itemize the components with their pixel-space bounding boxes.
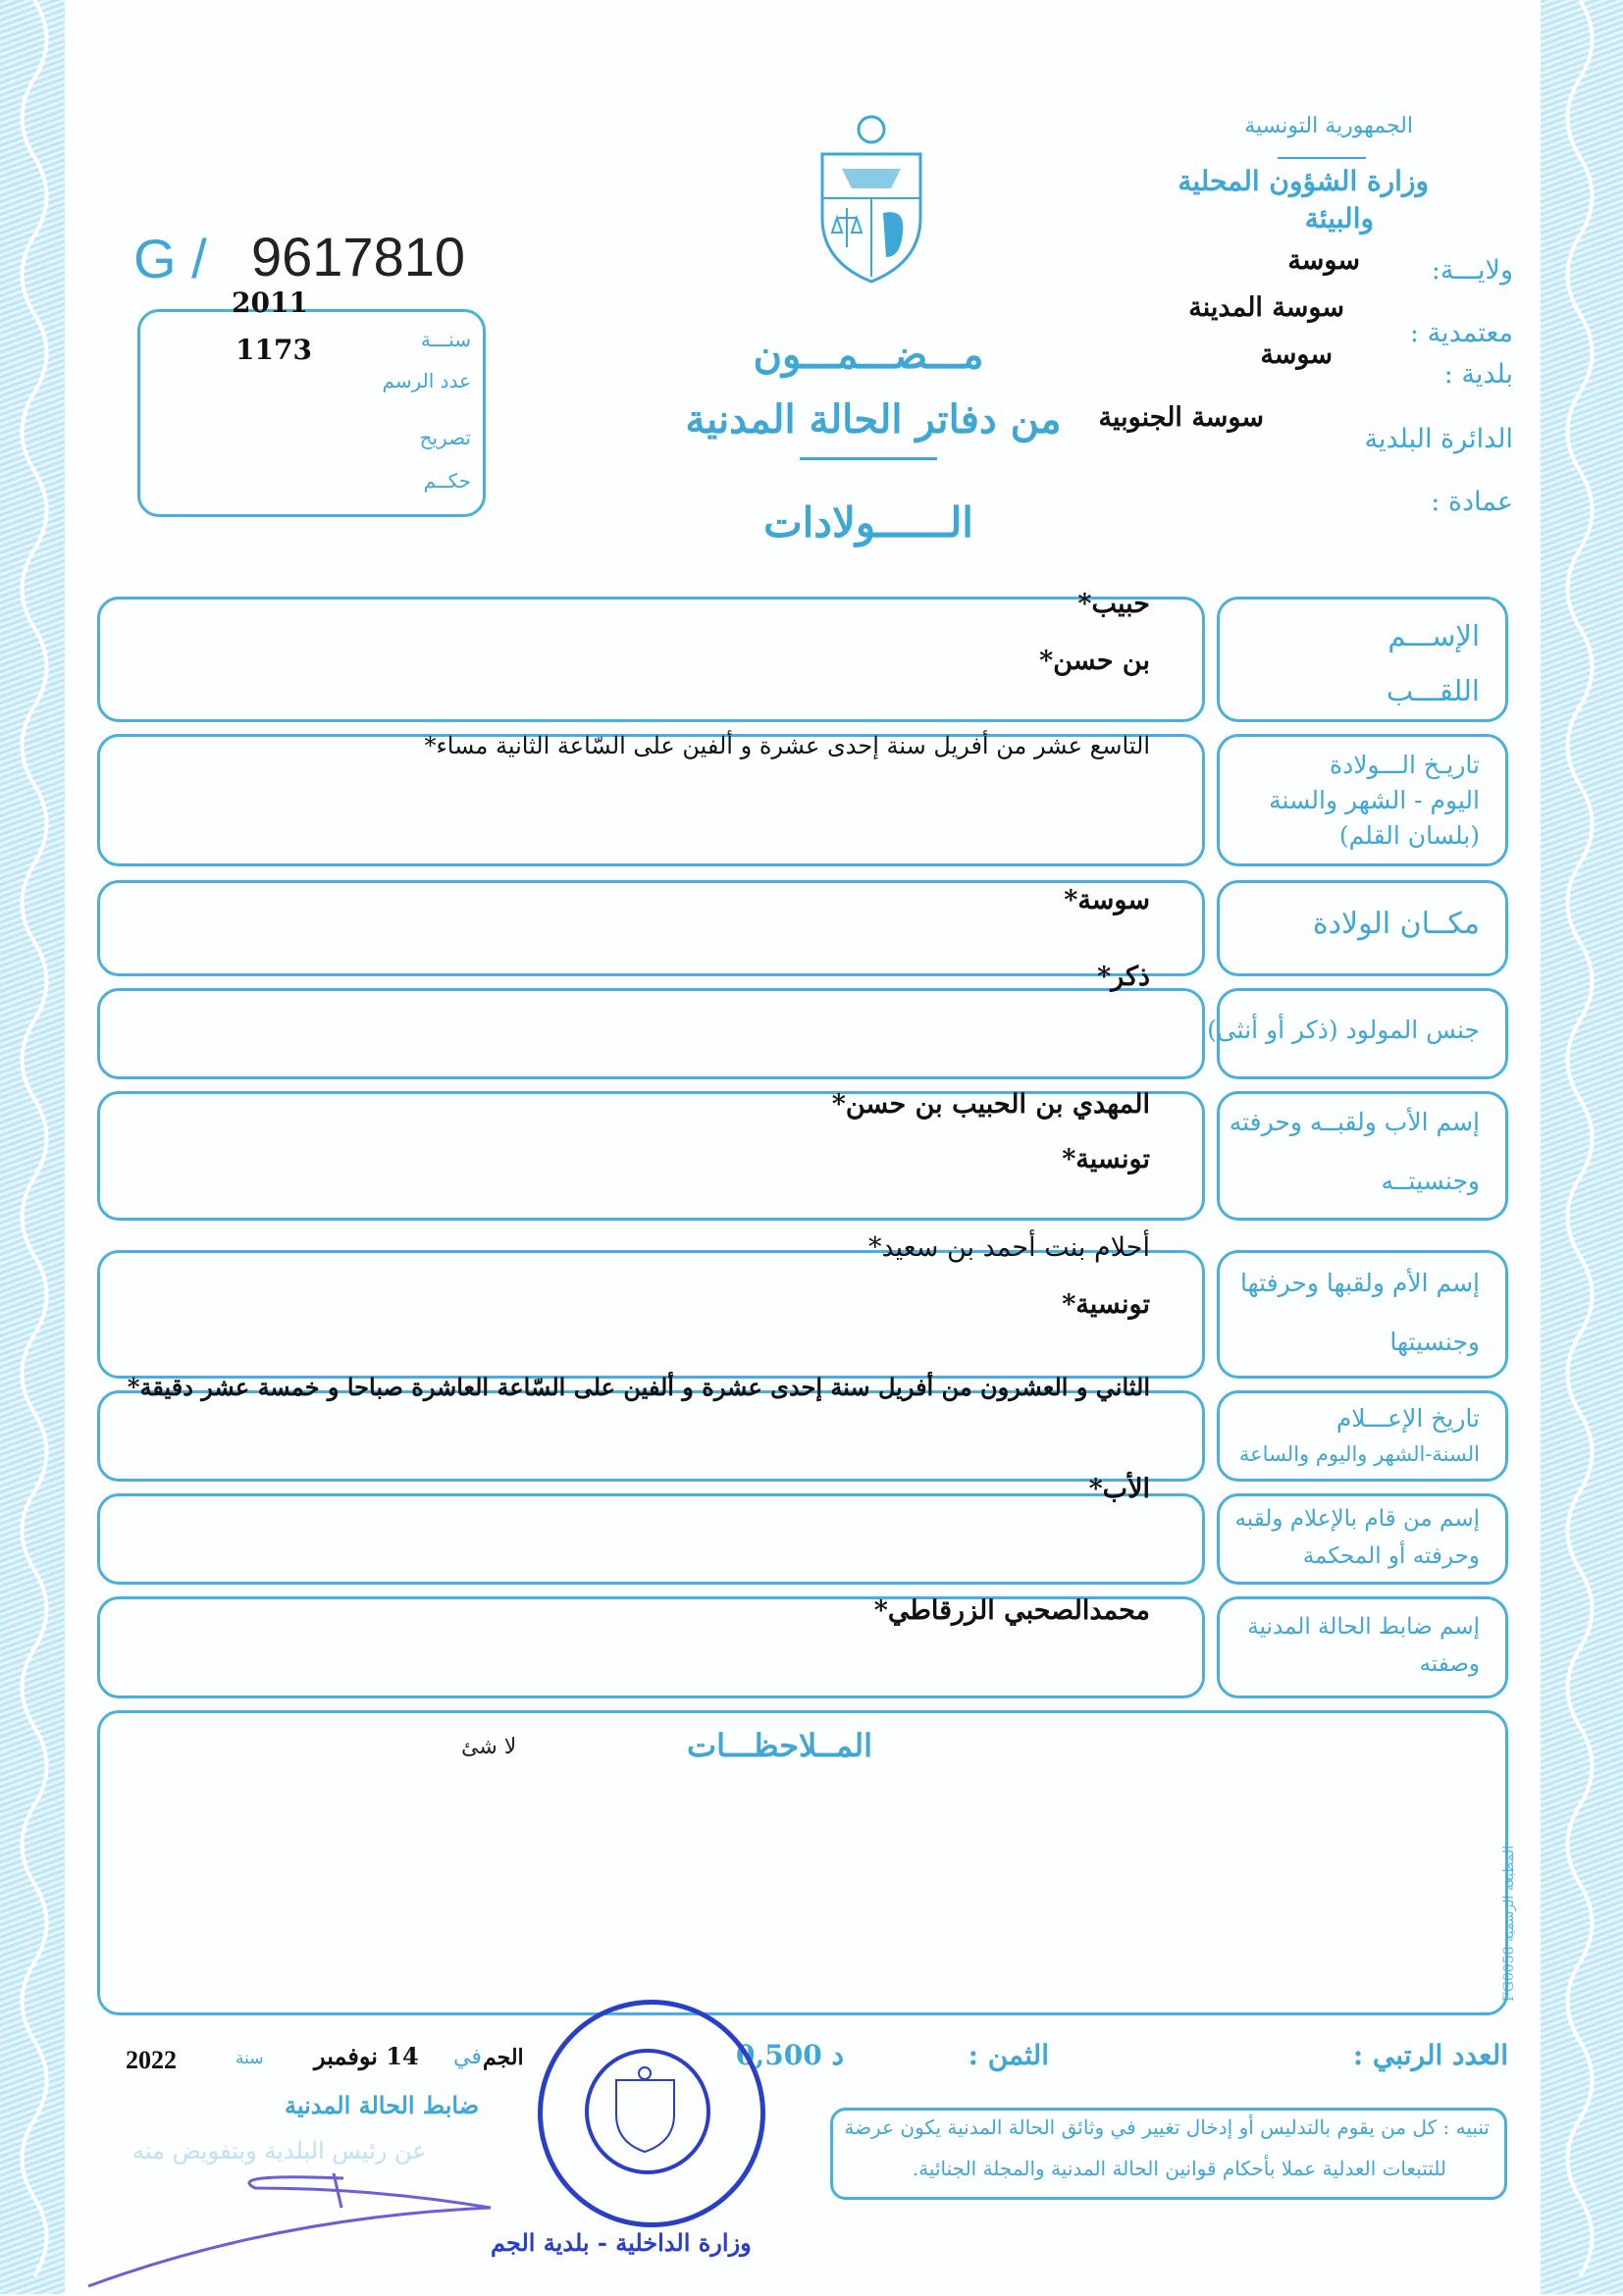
- record-number-label: عدد الرسم: [382, 369, 471, 392]
- record-year-label: سنـــة: [420, 328, 471, 351]
- issued-year: 2022: [126, 2046, 177, 2074]
- wave-pattern-right: [1541, 0, 1623, 2294]
- title-births: الــــــولادات: [763, 498, 973, 547]
- birthplace-label: مكــان الولادة: [1312, 907, 1480, 941]
- father-label: إسم الأب ولقبــه وحرفته: [1229, 1108, 1480, 1136]
- stamp-text: وزارة الداخلية - بلدية الجم: [491, 2228, 752, 2257]
- remarks-value: لا شئ: [461, 1735, 517, 1759]
- title-civil-registry: من دفاتر الحالة المدنية: [685, 396, 1062, 443]
- declarant-value: الأب*: [1088, 1474, 1150, 1504]
- header-divider: [1278, 157, 1366, 159]
- governorate-label: ولايـــة:: [1431, 255, 1513, 286]
- printer-mark: المطبعة الرسمية FG0058: [1501, 1845, 1517, 2002]
- civil-officer-label: ضابط الحالة المدنية: [285, 2091, 480, 2119]
- birthdate-label: تاريـخ الـــولادة: [1330, 751, 1480, 779]
- delegation-value: سوسة المدينة: [1188, 292, 1344, 323]
- delegation-label: معتمدية :: [1409, 318, 1513, 348]
- remarks-title: المــلاحظـــات: [687, 1727, 873, 1764]
- officer-sublabel: وصفته: [1419, 1651, 1480, 1677]
- officer-faded-stamp: عن رئيس البلدية وبتفويض منه: [132, 2137, 427, 2165]
- declarant-sublabel: وحرفته أو المحكمة: [1302, 1543, 1480, 1569]
- declaration-date-sublabel: السنة-الشهر واليوم والساعة: [1238, 1442, 1480, 1466]
- ministry-line1: وزارة الشؤون المحلية: [1178, 165, 1429, 197]
- mother-nationality-label: وجنسيتها: [1389, 1328, 1480, 1356]
- surname-value: بن حسن*: [1039, 646, 1150, 676]
- issued-in-label: في: [453, 2045, 482, 2069]
- municipality-label: بلدية :: [1443, 359, 1513, 390]
- father-value: المهدي بن الحبيب بن حسن*: [831, 1089, 1150, 1120]
- mother-value: أحلام بنت أحمد بن سعيد*: [867, 1232, 1150, 1263]
- father-nationality-label: وجنسيتــه: [1381, 1167, 1480, 1195]
- price-label: الثمن :: [968, 2039, 1049, 2071]
- row-mother-value-box: [97, 1250, 1205, 1379]
- first-name-value: حبيب*: [1077, 589, 1150, 619]
- price-value: 0,500 د: [736, 2039, 844, 2071]
- stamp-coat-of-arms-icon: [608, 2065, 682, 2154]
- wave-pattern-left: [0, 0, 65, 2294]
- title-underline: [800, 457, 937, 460]
- year-label: سنة: [236, 2049, 264, 2068]
- judgment-label: حكــم: [423, 469, 471, 493]
- row-birthplace-value-box: [97, 880, 1205, 976]
- ordinal-number-label: العدد الرتبي :: [1352, 2039, 1508, 2071]
- declaration-label: تصريح: [419, 426, 471, 449]
- birthdate-words-label: (بلسان القلم): [1338, 821, 1480, 850]
- record-year: 2011: [232, 287, 308, 319]
- serial-prefix: G /: [133, 228, 207, 289]
- municipal-district-label: الدائرة البلدية: [1364, 424, 1513, 454]
- ministry-line2: والبيئة: [1304, 202, 1374, 235]
- warning-line2: للتتبعات العدلية عملا بأحكام قوانين الحالة المدنية والمجلة الجنائية.: [912, 2157, 1446, 2180]
- birthdate-value: التاسع عشر من أفريل سنة إحدى عشرة و ألفين على السّاعة الثانية مساء*: [424, 732, 1150, 759]
- row-declaration-date-value-box: [97, 1390, 1205, 1482]
- first-name-label: الإســـم: [1387, 619, 1480, 652]
- tunisia-coat-of-arms-icon: [812, 110, 930, 287]
- republic-label: الجمهورية التونسية: [1244, 114, 1413, 138]
- record-number: 1173: [236, 334, 312, 366]
- declaration-date-label: تاريخ الإعـــلام: [1335, 1404, 1480, 1433]
- mother-label: إسم الأم ولقبها وحرفتها: [1239, 1269, 1480, 1297]
- signature: [79, 2159, 510, 2296]
- serial-number: 9617810: [251, 226, 466, 287]
- birthdate-sublabel: اليوم - الشهر والسنة: [1269, 786, 1480, 814]
- officer-label: إسم ضابط الحالة المدنية: [1247, 1614, 1480, 1640]
- officer-value: محمدالصحبي الزرقاطي*: [873, 1595, 1150, 1626]
- warning-line1: تنبيه : كل من يقوم بالتدليس أو إدخال تغيير في وثائق الحالة المدنية يكون عرضة: [844, 2115, 1490, 2139]
- birthplace-value: سوسة*: [1064, 885, 1150, 915]
- title-extract: مـــضـــمـــون: [753, 332, 984, 378]
- declaration-date-value: الثاني و العشرون من أفريل سنة إحدى عشرة و ألفين على السّاعة العاشرة صباحا و خمسة عشر دقيقة*: [127, 1373, 1150, 1401]
- issued-date: 14 نوفمبر: [314, 2042, 419, 2070]
- governorate-value: سوسة: [1287, 245, 1360, 276]
- row-declarant-value-box: [97, 1493, 1205, 1585]
- sex-label: جنس المولود (ذكر أو أنثى): [1207, 1016, 1480, 1044]
- surname-label: اللقـــب: [1386, 674, 1480, 707]
- father-nationality-value: تونسية*: [1062, 1144, 1150, 1174]
- declarant-label: إسم من قام بالإعلام ولقبه: [1234, 1506, 1480, 1532]
- sex-value: ذكر*: [1097, 962, 1150, 992]
- municipality-value: سوسة: [1260, 339, 1333, 370]
- issued-place: الجم: [483, 2045, 524, 2070]
- row-sex-value-box: [97, 988, 1205, 1079]
- municipal-district-value: سوسة الجنوبية: [1098, 402, 1264, 433]
- imada-label: عمادة :: [1431, 487, 1513, 517]
- mother-nationality-value: تونسية*: [1062, 1289, 1150, 1320]
